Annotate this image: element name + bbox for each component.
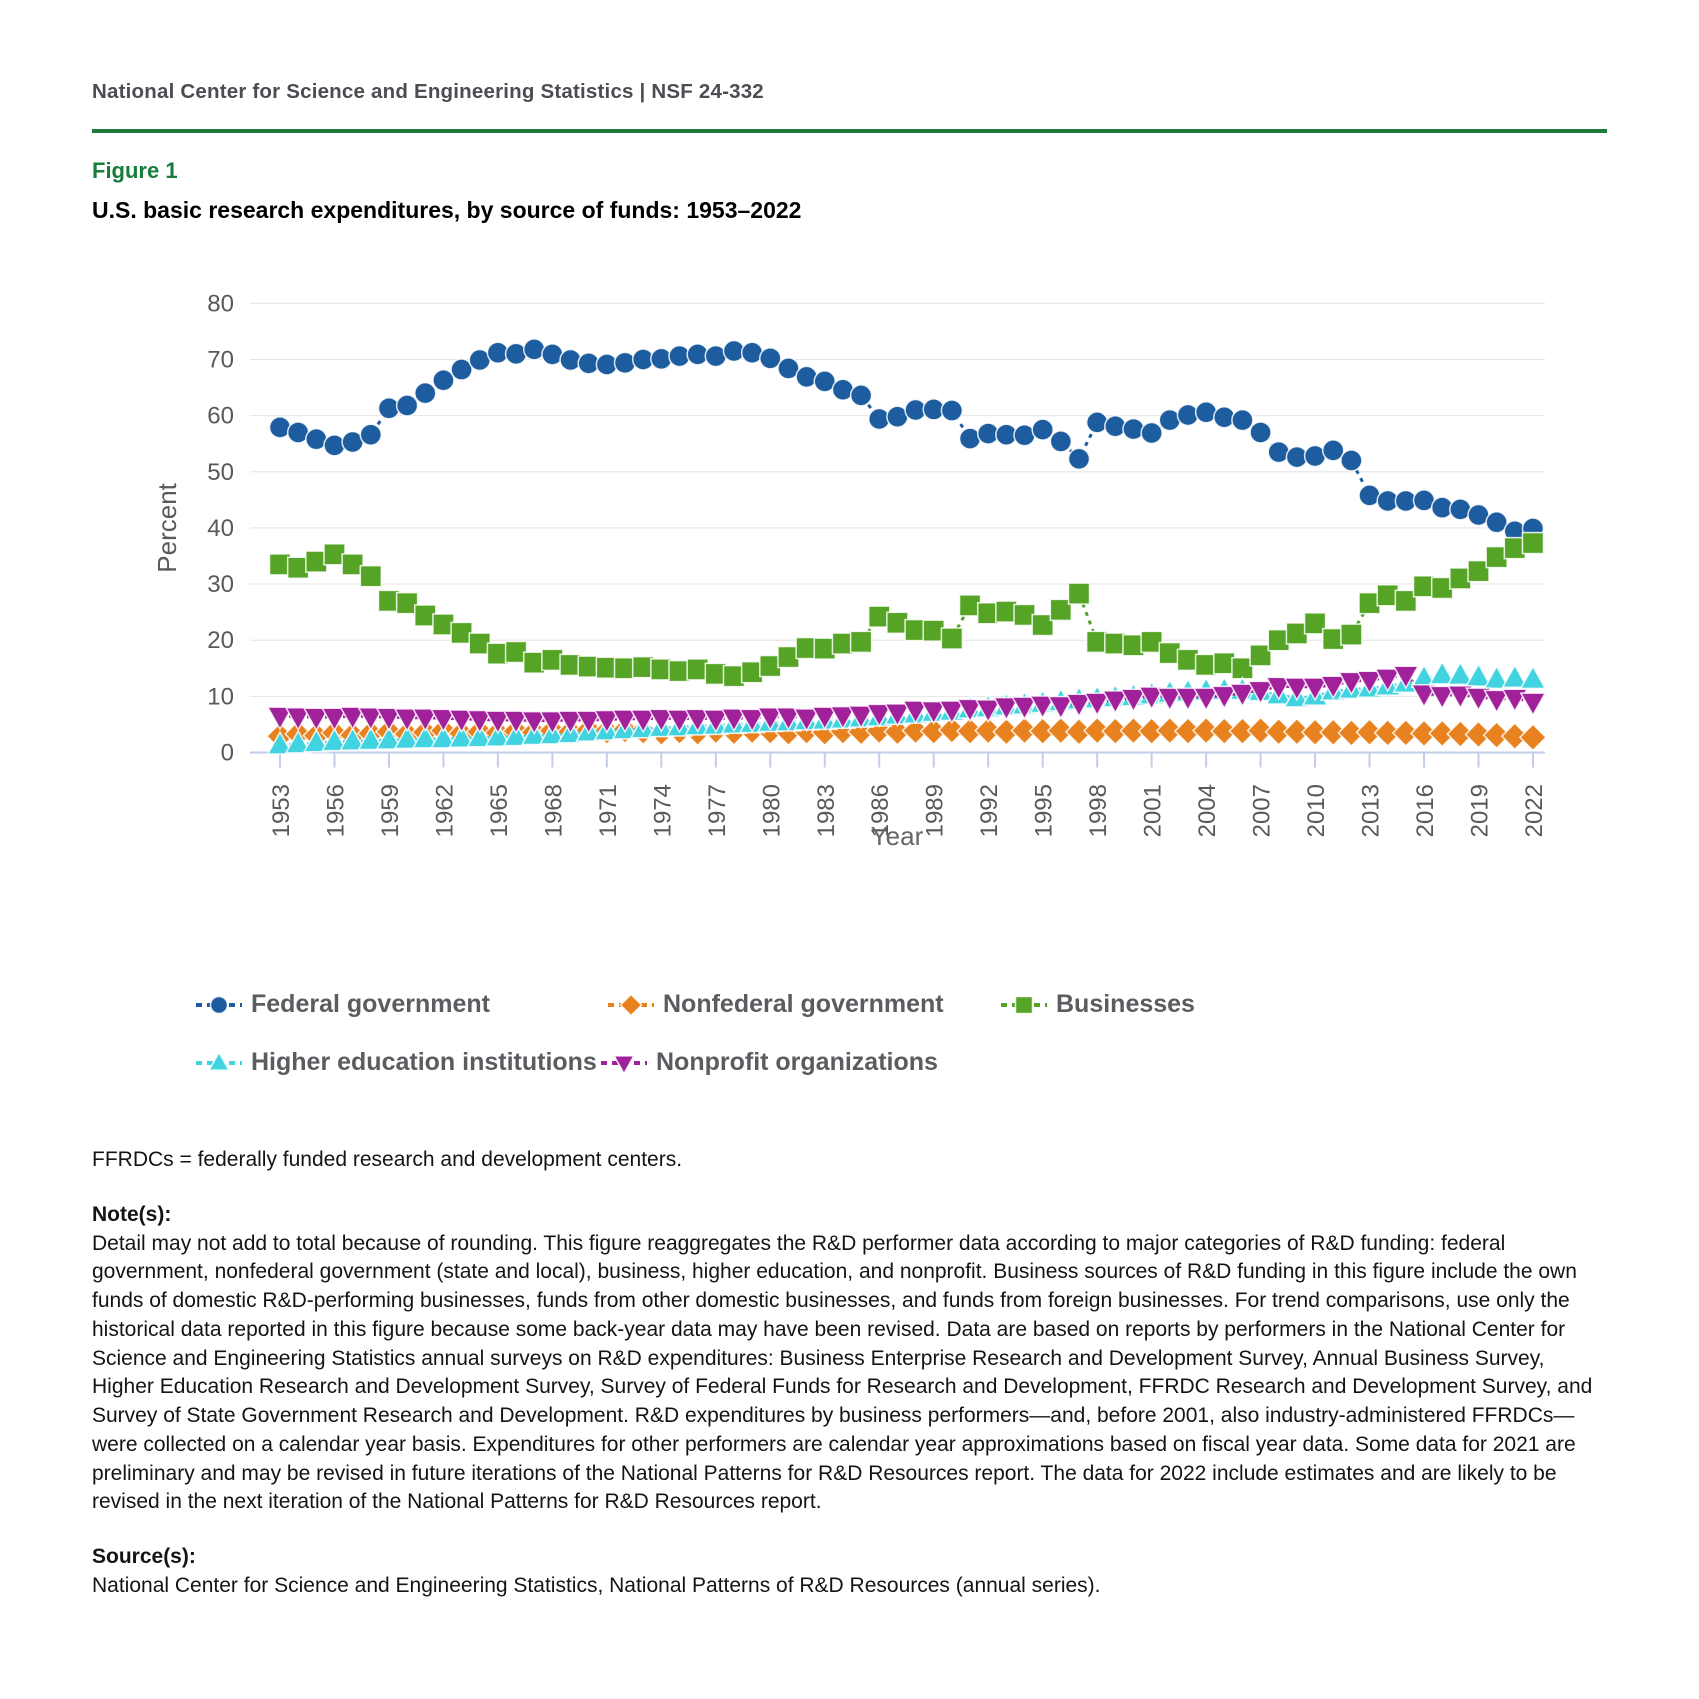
notes-heading: Note(s): [92,1202,172,1226]
data-point-marker [1341,624,1362,645]
data-point-marker [1521,693,1545,715]
y-tick-label: 30 [207,571,234,599]
series-line [280,543,1533,676]
legend-label: Higher education institutions [251,1048,597,1076]
chart-legend [0,988,1699,1118]
y-tick-label: 80 [207,290,234,318]
data-point-marker [851,631,872,652]
x-tick-label: 1980 [758,784,786,838]
legend-item-businesses[interactable] [1000,990,1195,1019]
legend-label: Federal government [251,990,490,1018]
x-tick-label: 1953 [268,784,295,838]
x-tick-label: 2007 [1248,784,1276,838]
x-tick-label: 1974 [649,784,677,838]
x-tick-label: 2019 [1466,784,1494,838]
x-tick-label: 1986 [867,784,895,838]
data-point-marker [1032,419,1053,440]
legend-label: Nonfederal government [663,990,944,1018]
legend-label: Nonprofit organizations [656,1048,938,1076]
nonfederal-government-marker-icon [607,991,655,1019]
legend-item-nonprofit-organizations[interactable] [600,1048,938,1077]
x-tick-label: 2001 [1139,784,1167,838]
x-tick-label: 2016 [1412,784,1440,838]
data-point-marker [433,370,454,391]
y-tick-label: 40 [207,514,234,542]
x-tick-label: 2022 [1520,784,1548,838]
x-tick-label: 1995 [1030,784,1058,838]
line-chart [0,265,1699,875]
data-point-marker [360,566,381,587]
page-title: U.S. basic research expenditures, by source of funds: 1953–2022 [92,197,802,223]
data-point-marker [560,350,581,371]
data-point-marker [1250,422,1271,443]
data-point-marker [1341,450,1362,471]
figure-label: Figure 1 [92,158,178,183]
data-point-marker [1522,533,1543,554]
x-tick-label: 1962 [431,784,459,838]
data-point-marker [1141,423,1162,444]
x-axis [250,753,1545,768]
legend-item-federal-government[interactable] [195,990,490,1019]
data-point-marker [1068,583,1089,604]
data-point-marker [615,352,636,373]
y-tick-label: 60 [207,402,234,430]
nonprofit-organizations-marker-icon [600,1049,648,1077]
y-axis-labels [207,290,234,766]
data-point-marker [415,383,436,404]
businesses-marker-icon [1000,991,1048,1019]
y-axis-title: Percent [152,483,182,573]
abbreviation-note: FFRDCs = federally funded research and development centers. [92,1148,683,1171]
sources-heading: Source(s): [92,1545,196,1569]
green-divider [92,129,1607,133]
data-point-marker [1016,996,1033,1013]
data-point-marker [1232,410,1253,431]
x-tick-label: 1992 [976,783,1004,838]
x-tick-label: 2010 [1303,784,1331,838]
higher-education-marker-icon [195,1049,243,1077]
legend-label: Businesses [1056,990,1195,1018]
x-tick-label: 1971 [594,784,622,838]
data-point-marker [211,996,228,1013]
y-tick-label: 20 [207,627,234,655]
x-tick-label: 1983 [812,784,840,838]
y-tick-label: 0 [220,739,234,767]
data-point-marker [397,395,418,416]
report-header: National Center for Science and Engineering Statistics | NSF 24-332 [92,80,764,103]
notes-text: Detail may not add to total because of rounding. This figure reaggregates the R&D performer data according to major categories of R&D funding: federal government, nonfederal government (state and local), business, higher education, and nonprofit. Business sources of R&D funding in this figure include the own funds of domestic R&D-performing businesses, funds from other domestic businesses, and funds from foreign businesses. For trend comparisons, use only the historical data reported in this figure because some back-year data may have been revised. Data are based on reports by performers in the National Center for Science and Engineering Statistics annual surveys on R&D expenditures: Business Enterprise Research and Development Survey, Annual Business Survey, Higher Education Research and Development Survey, Survey of Federal Funds for Research and Development, FFRDC Research and Development Survey, and Survey of State Government Research and Development. R&D expenditures by business performers—and, before 2001, also industry-administered FFRDCs—were collected on a calendar year basis. Expenditures for other performers are calendar year approximations based on fiscal year data. Some data for 2021 are preliminary and may be revised in future iterations of the National Patterns for R&D Resources report. The data for 2022 include estimates and are likely to be revised in the next iteration of the National Patterns for R&D Resources report. [92,1231,1593,1514]
x-tick-label: 1989 [921,784,949,838]
y-tick-label: 10 [207,683,234,711]
x-tick-label: 2013 [1357,784,1385,838]
data-point-marker [1520,724,1546,750]
x-tick-label: 1998 [1085,784,1113,838]
x-tick-label: 1956 [322,784,350,838]
data-point-marker [1521,666,1545,688]
data-point-marker [1087,412,1108,433]
data-point-marker [851,385,872,406]
data-point-marker [324,435,345,456]
x-axis-title: Year [870,821,924,851]
series-businesses [270,533,1544,687]
y-tick-label: 70 [207,346,234,374]
legend-item-nonfederal-government[interactable] [607,990,944,1019]
federal-government-marker-icon [195,991,243,1019]
x-tick-label: 1965 [485,784,513,838]
data-point-marker [941,400,962,421]
x-tick-label: 1968 [540,784,568,838]
data-point-marker [360,424,381,445]
sources-text: National Center for Science and Engineering Statistics, National Patterns of R&D Resources (annual series). [92,1573,1101,1597]
x-tick-label: 2004 [1194,784,1222,838]
legend-item-higher-education-institutions[interactable] [195,1048,597,1077]
data-point-marker [1123,419,1144,440]
x-tick-label: 1959 [376,784,404,838]
data-point-marker [1050,431,1071,452]
y-tick-label: 50 [207,458,234,486]
footnotes [92,1146,1612,1601]
data-point-marker [941,628,962,649]
data-point-marker [620,994,641,1015]
series-federal-government [270,339,1544,542]
data-point-marker [1068,448,1089,469]
x-tick-label: 1977 [703,784,731,838]
